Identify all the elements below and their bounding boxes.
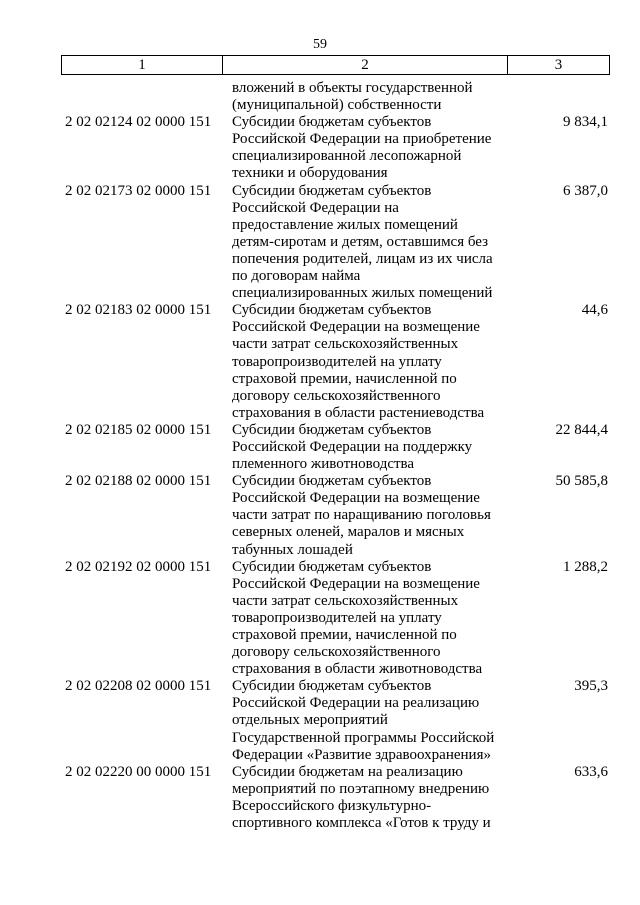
description-line: Российской Федерации на возмещение <box>232 490 480 507</box>
table-row <box>0 678 640 763</box>
page-number: 59 <box>313 37 327 52</box>
amount-value: 6 387,0 <box>563 182 608 199</box>
description-line: табунных лошадей <box>232 541 353 558</box>
table-row <box>0 473 640 558</box>
description-line: договору сельскохозяйственного <box>232 644 441 661</box>
table-row <box>0 764 640 832</box>
description-line: специализированной лесопожарной <box>232 148 462 165</box>
description-line: Субсидии бюджетам субъектов <box>232 302 432 319</box>
budget-code: 2 02 02183 02 0000 151 <box>65 302 212 319</box>
description-line: детям-сиротам и детям, оставшимся без <box>232 233 489 250</box>
description-line: части затрат сельскохозяйственных <box>232 592 459 609</box>
column-header-2: 2 <box>223 56 508 74</box>
description-line: специализированных жилых помещений <box>232 285 493 302</box>
description-line: Субсидии бюджетам субъектов <box>232 114 432 131</box>
row-description <box>232 114 514 182</box>
description-line: товаропроизводителей на уплату <box>232 353 442 370</box>
budget-code: 2 02 02188 02 0000 151 <box>65 473 212 490</box>
description-line: Государственной программы Российской <box>232 729 495 746</box>
description-line: отдельных мероприятий <box>232 712 388 729</box>
description-line: Российской Федерации на поддержку <box>232 438 473 455</box>
table-row <box>0 80 640 114</box>
description-line: Субсидии бюджетам на реализацию <box>232 763 463 780</box>
budget-code: 2 02 02185 02 0000 151 <box>65 421 212 438</box>
amount-value: 395,3 <box>574 678 608 695</box>
description-line: Всероссийского физкультурно- <box>232 797 432 814</box>
description-line: Российской Федерации на возмещение <box>232 319 480 336</box>
amount-value: 50 585,8 <box>555 473 608 490</box>
table-body <box>0 80 640 832</box>
table-row <box>0 183 640 303</box>
description-line: мероприятий по поэтапному внедрению <box>232 780 490 797</box>
amount-value: 44,6 <box>581 302 608 319</box>
description-line: предоставление жилых помещений <box>232 216 458 233</box>
description-line: Субсидии бюджетам субъектов <box>232 558 432 575</box>
description-line: Российской Федерации на приобретение <box>232 131 492 148</box>
description-line: товаропроизводителей на уплату <box>232 609 442 626</box>
table-row <box>0 422 640 473</box>
table-header <box>61 55 610 75</box>
description-line: племенного животноводства <box>232 456 415 473</box>
budget-code: 2 02 02208 02 0000 151 <box>65 678 212 695</box>
description-line: страхования в области растениеводства <box>232 404 485 421</box>
amount-value: 633,6 <box>574 763 608 780</box>
row-description <box>232 678 514 763</box>
amount-value: 1 288,2 <box>563 558 608 575</box>
column-header-1: 1 <box>62 56 223 74</box>
description-line: по договорам найма <box>232 268 361 285</box>
table-row <box>0 114 640 182</box>
table-row <box>0 302 640 422</box>
description-line: Российской Федерации на реализацию <box>232 695 480 712</box>
description-line: северных оленей, маралов и мясных <box>232 524 465 541</box>
description-line: Субсидии бюджетам субъектов <box>232 678 432 695</box>
amount-value: 9 834,1 <box>563 114 608 131</box>
row-description <box>232 473 514 558</box>
description-line: попечения родителей, лицам из их числа <box>232 250 493 267</box>
description-line: техники и оборудования <box>232 165 388 182</box>
budget-code: 2 02 02220 00 0000 151 <box>65 763 212 780</box>
amount-value: 22 844,4 <box>555 421 608 438</box>
row-description <box>232 422 514 473</box>
description-line: Субсидии бюджетам субъектов <box>232 182 432 199</box>
description-line: страховой премии, начисленной по <box>232 370 457 387</box>
budget-code: 2 02 02173 02 0000 151 <box>65 182 212 199</box>
description-line: спортивного комплекса «Готов к труду и <box>232 815 491 832</box>
description-line: Российской Федерации на <box>232 199 399 216</box>
description-line: Субсидии бюджетам субъектов <box>232 421 432 438</box>
description-line: страховой премии, начисленной по <box>232 627 457 643</box>
row-description <box>232 302 514 422</box>
description-line: вложений в объекты государственной <box>232 80 473 96</box>
row-description <box>232 183 514 303</box>
table-row <box>0 559 640 679</box>
description-line: Субсидии бюджетам субъектов <box>232 473 432 490</box>
description-line: договору сельскохозяйственного <box>232 387 441 404</box>
row-description <box>232 764 514 832</box>
description-line: Федерации «Развитие здравоохранения» <box>232 746 491 763</box>
description-line: части затрат по наращиванию поголовья <box>232 507 491 524</box>
description-line: части затрат сельскохозяйственных <box>232 336 459 353</box>
budget-code: 2 02 02192 02 0000 151 <box>65 558 212 575</box>
column-header-3: 3 <box>554 57 563 73</box>
description-line: Российской Федерации на возмещение <box>232 575 480 592</box>
row-description <box>232 80 514 114</box>
row-description <box>232 559 514 679</box>
budget-code: 2 02 02124 02 0000 151 <box>65 114 212 131</box>
description-line: страхования в области животноводства <box>232 661 483 678</box>
description-line: (муниципальной) собственности <box>232 97 442 114</box>
